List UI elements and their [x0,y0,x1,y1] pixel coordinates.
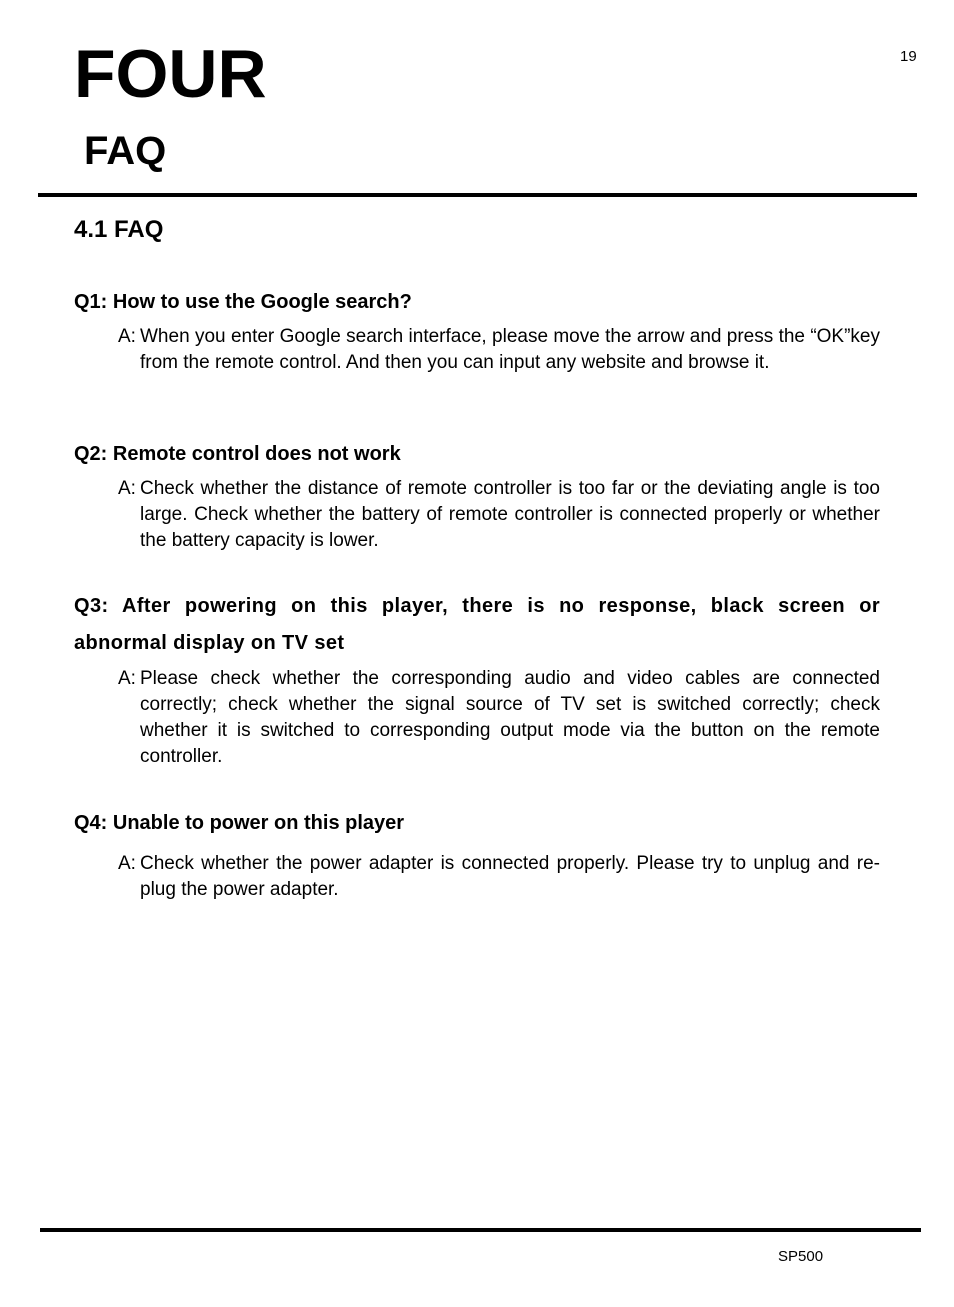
page-number: 19 [900,48,917,65]
faq-item-q3 [74,588,880,770]
faq-item-q4 [74,810,880,903]
faq-answer [118,851,880,903]
faq-question: Q3: After powering on this player, there is no response, black screen or abnormal display on TV set [74,595,880,654]
faq-question: Q4: Unable to power on this player [74,812,405,834]
bottom-divider [40,1228,921,1232]
faq-answer [118,476,880,554]
answer-text: Check whether the power adapter is connected properly. Please try to unplug and re-plug the power adapter. [140,853,880,900]
top-divider [38,193,917,197]
chapter-title: FAQ [84,129,167,173]
answer-prefix: A: [118,478,136,499]
answer-prefix: A: [118,326,136,347]
faq-item-q2 [74,441,880,554]
footer-model: SP500 [778,1248,824,1265]
faq-item-q1 [74,289,880,376]
section-heading: 4.1 FAQ [74,216,164,243]
answer-prefix: A: [118,853,136,874]
faq-answer [118,666,880,770]
answer-prefix: A: [118,668,136,689]
faq-question: Q1: How to use the Google search? [74,291,412,313]
answer-text: Check whether the distance of remote controller is too far or the deviating angle is too large. Check whether the battery of remote controller is connected properly or whether the battery capacity is lower. [140,478,880,551]
chapter-number: FOUR [74,36,267,112]
answer-text: When you enter Google search interface, please move the arrow and press the “OK”key from the remote control. And then you can input any website and browse it. [140,326,880,373]
answer-text: Please check whether the corresponding audio and video cables are connected correctly; check whether the signal source of TV set is switched correctly; check whether it is switched to corresponding output mode via the button on the remote controller. [140,668,880,767]
faq-answer [118,324,880,376]
faq-question: Q2: Remote control does not work [74,443,401,465]
